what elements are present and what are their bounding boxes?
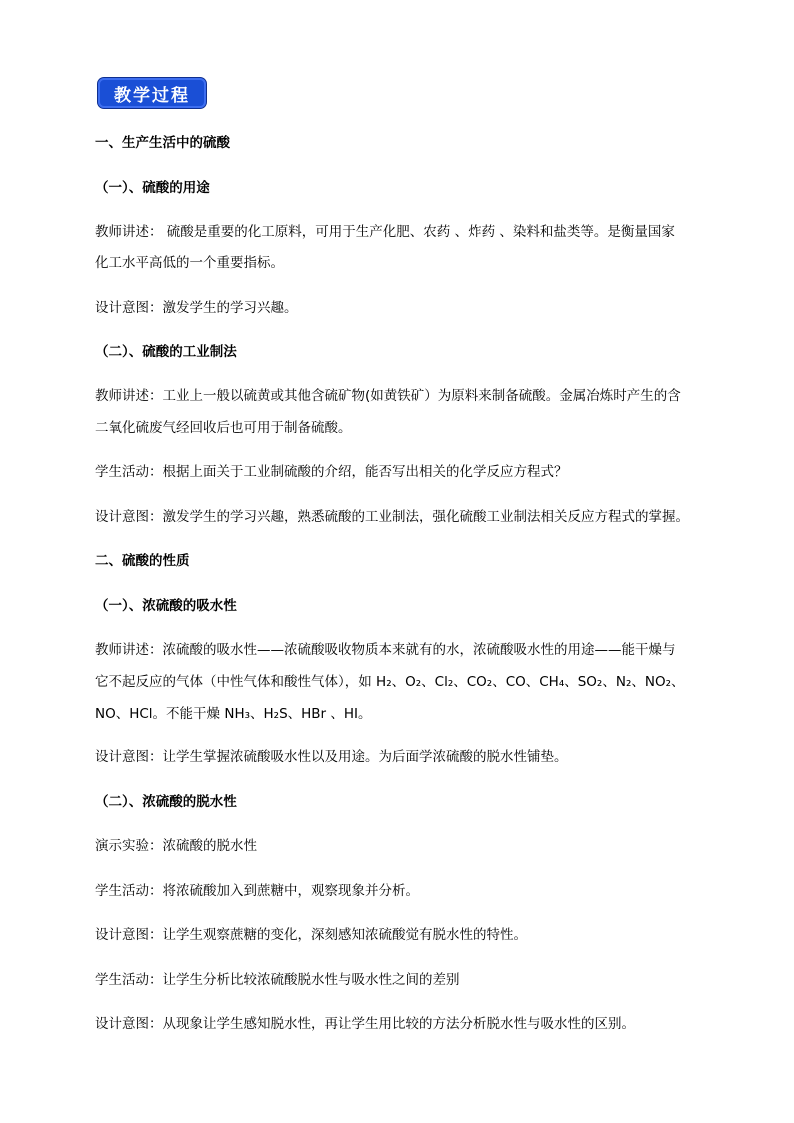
- teacher-narration-3-line-3: NO、HCl。不能干燥 NH₃、H₂S、HBr 、HI。: [95, 706, 372, 722]
- demo-experiment: 演示实验：浓硫酸的脱水性: [95, 838, 257, 854]
- teaching-process-badge: 教学过程: [98, 78, 206, 108]
- section-1-title: 一、生产生活中的硫酸: [95, 135, 230, 151]
- section-2-sub-2-title: （二）、浓硫酸的脱水性: [95, 794, 237, 810]
- teacher-narration-1-line-1: 教师讲述： 硫酸是重要的化工原料，可用于生产化肥、农药 、炸药 、染料和盐类等。是衡量国家: [95, 224, 675, 240]
- design-intent-2: 设计意图：激发学生的学习兴趣，熟悉硫酸的工业制法，强化硫酸工业制法相关反应方程式的掌握。: [95, 509, 689, 525]
- design-intent-5: 设计意图：从现象让学生感知脱水性，再让学生用比较的方法分析脱水性与吸水性的区别。: [95, 1016, 635, 1032]
- section-1-sub-2-title: （二）、硫酸的工业制法: [95, 344, 237, 360]
- teacher-narration-2-line-2: 二氧化硫废气经回收后也可用于制备硫酸。: [95, 420, 352, 436]
- teacher-narration-3-line-1: 教师讲述：浓硫酸的吸水性——浓硫酸吸收物质本来就有的水，浓硫酸吸水性的用途——能干燥与: [95, 642, 676, 658]
- design-intent-4: 设计意图：让学生观察蔗糖的变化，深刻感知浓硫酸觉有脱水性的特性。: [95, 927, 527, 943]
- design-intent-1: 设计意图：激发学生的学习兴趣。: [95, 300, 298, 316]
- student-activity-2: 学生活动：将浓硫酸加入到蔗糖中，观察现象并分析。: [95, 883, 419, 899]
- teacher-narration-2-line-1: 教师讲述：工业上一般以硫黄或其他含硫矿物(如黄铁矿）为原料来制备硫酸。金属冶炼时产生的含: [95, 388, 681, 404]
- section-2-sub-1-title: （一）、浓硫酸的吸水性: [95, 598, 237, 614]
- student-activity-3: 学生活动：让学生分析比较浓硫酸脱水性与吸水性之间的差别: [95, 972, 460, 988]
- section-1-sub-1-title: （一）、硫酸的用途: [95, 180, 210, 196]
- student-activity-1: 学生活动：根据上面关于工业制硫酸的介绍，能否写出相关的化学反应方程式？: [95, 464, 568, 480]
- teacher-narration-3-line-2: 它不起反应的气体（中性气体和酸性气体），如 H₂、O₂、Cl₂、CO₂、CO、CH₄、SO₂、N₂、NO₂、: [95, 674, 685, 690]
- teacher-narration-1-line-2: 化工水平高低的一个重要指标。: [95, 255, 284, 271]
- design-intent-3: 设计意图：让学生掌握浓硫酸吸水性以及用途。为后面学浓硫酸的脱水性铺垫。: [95, 749, 568, 765]
- section-2-title: 二、硫酸的性质: [95, 553, 190, 569]
